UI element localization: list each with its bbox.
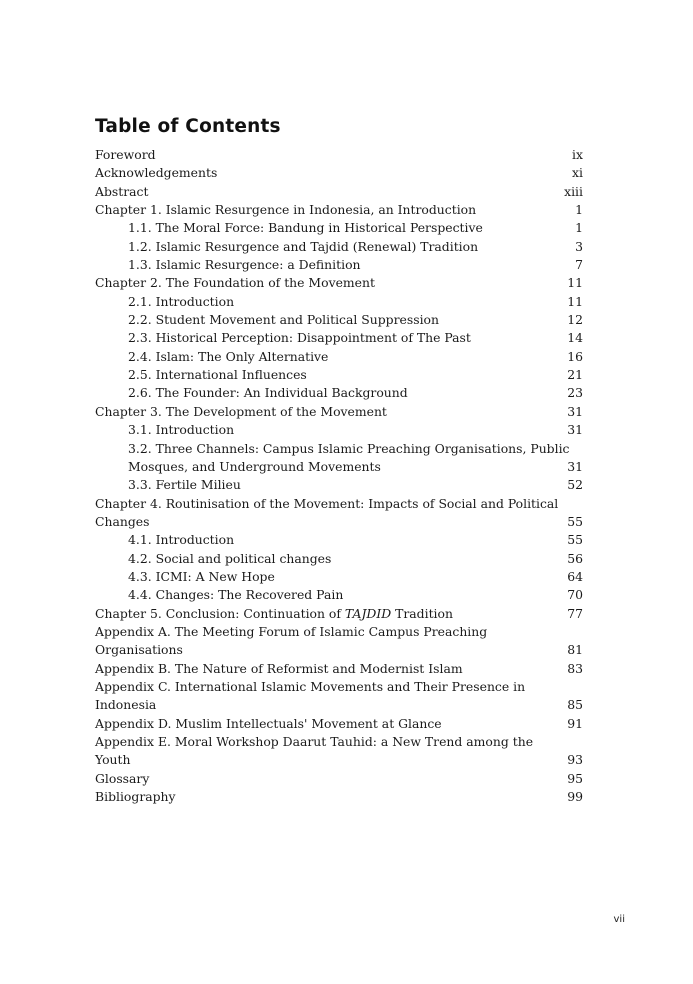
toc-entry-text: Glossary bbox=[95, 770, 150, 786]
toc-entry-chapter-2 bbox=[95, 274, 583, 292]
toc-page-number: 77 bbox=[567, 605, 583, 621]
toc-entry-section-2-6 bbox=[95, 384, 583, 402]
table-of-contents bbox=[95, 146, 583, 806]
toc-entry-chapter-5 bbox=[95, 605, 583, 623]
toc-entry-text: Changes bbox=[95, 513, 150, 529]
toc-page-number: 3 bbox=[575, 238, 583, 254]
toc-entry-text: Chapter 3. The Development of the Movement bbox=[95, 403, 387, 419]
toc-entry-text: 4.1. Introduction bbox=[128, 532, 235, 548]
toc-entry-appendix-a-line-1: Appendix A. The Meeting Forum of Islamic Campus Preaching bbox=[95, 623, 488, 639]
toc-entry-acknowledgements bbox=[95, 164, 583, 182]
toc-page-number: xiii bbox=[564, 183, 583, 199]
toc-page-number: 14 bbox=[567, 330, 583, 346]
toc-page-number: 64 bbox=[567, 568, 583, 584]
toc-entry-chapter-3 bbox=[95, 403, 583, 421]
toc-entry-section-3-2 bbox=[95, 458, 583, 476]
toc-entry-glossary bbox=[95, 770, 583, 788]
toc-entry-abstract bbox=[95, 183, 583, 201]
toc-entry-text: 1.2. Islamic Resurgence and Tajdid (Renewal) Tradition bbox=[128, 238, 479, 254]
toc-entry-text: 2.1. Introduction bbox=[128, 293, 235, 309]
page-title: Table of Contents bbox=[95, 116, 281, 137]
toc-page-number: 1 bbox=[575, 202, 583, 218]
toc-entry-section-1-3 bbox=[95, 256, 583, 274]
toc-entry-section-1-2 bbox=[95, 238, 583, 256]
toc-entry-appendix-e-line-1: Appendix E. Moral Workshop Daarut Tauhid: a New Trend among the bbox=[95, 734, 534, 749]
toc-page-number: 55 bbox=[567, 513, 583, 529]
toc-entry-section-4-4 bbox=[95, 586, 583, 604]
toc-page-number: 83 bbox=[567, 660, 583, 676]
toc-page-number: 81 bbox=[567, 642, 583, 658]
toc-entry-chapter-4 bbox=[95, 513, 583, 531]
toc-entry-text: 3.3. Fertile Milieu bbox=[128, 477, 241, 493]
toc-entry-text: 2.3. Historical Perception: Disappointment of The Past bbox=[128, 330, 471, 346]
toc-entry-text: Indonesia bbox=[95, 697, 157, 713]
toc-entry-chapter-1 bbox=[95, 201, 583, 219]
toc-entry-appendix-d bbox=[95, 715, 583, 733]
toc-entry-text: Chapter 1. Islamic Resurgence in Indonesia, an Introduction bbox=[95, 202, 477, 218]
toc-entry-appendix-e bbox=[95, 751, 583, 769]
toc-entry-text: 4.3. ICMI: A New Hope bbox=[128, 568, 275, 584]
toc-entry-text-italic: TAJDID bbox=[344, 605, 392, 621]
toc-page-number: 1 bbox=[575, 220, 583, 236]
toc-entry-text: Youth bbox=[95, 752, 131, 768]
toc-entry-appendix-c-line-1: Appendix C. International Islamic Movements and Their Presence in bbox=[95, 678, 526, 694]
toc-page-number: 52 bbox=[567, 477, 583, 493]
toc-entry-text: Acknowledgements bbox=[95, 165, 218, 181]
toc-entry-text: 2.4. Islam: The Only Alternative bbox=[128, 348, 329, 364]
toc-page-number: 91 bbox=[567, 715, 583, 731]
toc-page-number: 16 bbox=[567, 348, 583, 364]
toc-entry-section-3-3 bbox=[95, 476, 583, 494]
toc-entry-section-2-4 bbox=[95, 348, 583, 366]
toc-entry-section-4-3 bbox=[95, 568, 583, 586]
toc-entry-text: Bibliography bbox=[95, 789, 176, 805]
toc-page-number: 11 bbox=[567, 293, 583, 309]
toc-page-number: 95 bbox=[567, 770, 583, 786]
toc-page-number: 99 bbox=[567, 789, 583, 805]
toc-entry-text-part: Chapter 5. Conclusion: Continuation of bbox=[95, 605, 345, 621]
toc-entry-chapter-4-line-1: Chapter 4. Routinisation of the Movement: Impacts of Social and Political bbox=[95, 495, 559, 511]
toc-entry-section-3-1 bbox=[95, 421, 583, 439]
toc-entry-text: 2.2. Student Movement and Political Suppression bbox=[128, 312, 439, 328]
toc-entry-section-1-1 bbox=[95, 219, 583, 237]
toc-entry-section-3-2-line-1: 3.2. Three Channels: Campus Islamic Preaching Organisations, Public bbox=[128, 440, 570, 456]
toc-entry-text: Abstract bbox=[95, 183, 149, 199]
toc-entry-section-2-3 bbox=[95, 329, 583, 347]
toc-page-number: 11 bbox=[567, 275, 583, 291]
toc-entry-text: Appendix D. Muslim Intellectuals' Movement at Glance bbox=[95, 715, 442, 731]
toc-entry-section-2-5 bbox=[95, 366, 583, 384]
toc-entry-text: 3.1. Introduction bbox=[128, 422, 235, 438]
toc-entry-section-2-2 bbox=[95, 311, 583, 329]
toc-page-number: 7 bbox=[575, 257, 583, 273]
toc-entry-section-4-2 bbox=[95, 550, 583, 568]
toc-page-number: 31 bbox=[567, 403, 583, 419]
toc-entry-text: 1.3. Islamic Resurgence: a Definition bbox=[128, 257, 361, 273]
toc-page-number: 12 bbox=[567, 312, 583, 328]
toc-entry-text: 4.4. Changes: The Recovered Pain bbox=[128, 587, 344, 603]
toc-entry-text: 2.5. International Influences bbox=[128, 367, 307, 383]
toc-entry-text: Appendix B. The Nature of Reformist and Modernist Islam bbox=[95, 660, 463, 676]
toc-page-number: 55 bbox=[567, 532, 583, 548]
toc-page-number: 85 bbox=[567, 697, 583, 713]
toc-page-number: 31 bbox=[567, 422, 583, 438]
toc-entry-text: 1.1. The Moral Force: Bandung in Historical Perspective bbox=[128, 220, 483, 236]
toc-page-number: xi bbox=[572, 165, 583, 181]
toc-entry-text: 4.2. Social and political changes bbox=[128, 550, 332, 566]
toc-entry-text bbox=[95, 605, 453, 623]
toc-page-number: 56 bbox=[567, 550, 583, 566]
toc-entry-text: Organisations bbox=[95, 642, 183, 658]
toc-page-number: 93 bbox=[567, 752, 583, 768]
toc-entry-text-part: Tradition bbox=[391, 605, 453, 621]
toc-entry-section-4-1 bbox=[95, 531, 583, 549]
toc-page-number: ix bbox=[572, 147, 583, 162]
toc-page-number: 31 bbox=[567, 458, 583, 474]
toc-entry-text: Mosques, and Underground Movements bbox=[128, 458, 381, 474]
toc-entry-text: Chapter 2. The Foundation of the Movement bbox=[95, 275, 375, 291]
toc-entry-text: Foreword bbox=[95, 147, 156, 162]
toc-entry-text: 2.6. The Founder: An Individual Background bbox=[128, 385, 408, 401]
toc-entry-foreword bbox=[95, 146, 583, 164]
toc-entry-appendix-b bbox=[95, 660, 583, 678]
toc-entry-appendix-a bbox=[95, 641, 583, 659]
toc-page-number: 21 bbox=[567, 367, 583, 383]
toc-page-number: 23 bbox=[567, 385, 583, 401]
page-folio: vii bbox=[613, 914, 625, 925]
toc-entry-bibliography bbox=[95, 788, 583, 806]
toc-entry-appendix-c bbox=[95, 696, 583, 714]
toc-entry-section-2-1 bbox=[95, 293, 583, 311]
toc-page-number: 70 bbox=[567, 587, 583, 603]
